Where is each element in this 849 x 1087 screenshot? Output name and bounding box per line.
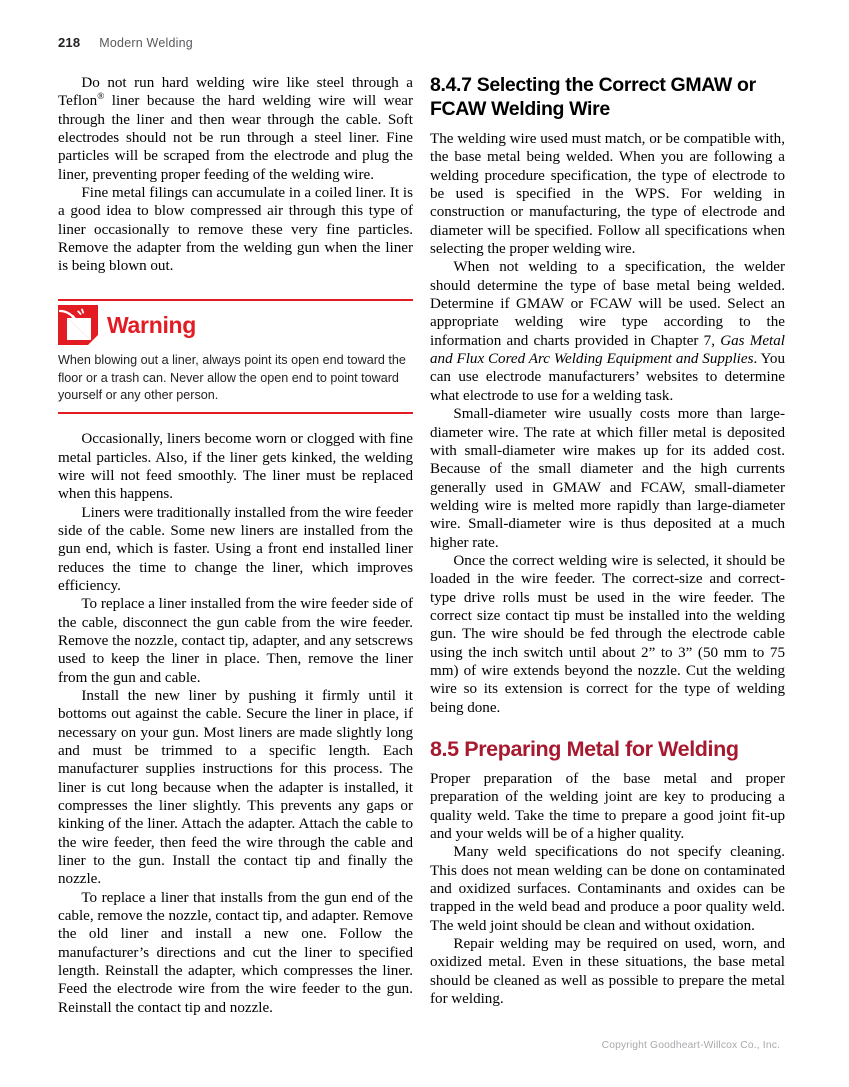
paragraph-text-2: Fine metal filings can accumulate in a coiled liner. It is a good idea to blow compressed air through this type of liner occasionally to remove these very fine particles. Remove the adapter from the welding gun when the liner is being blown out.: [58, 185, 413, 275]
warning-top-rule: [58, 299, 413, 301]
paragraph: [430, 935, 785, 1008]
paragraph: [430, 130, 785, 258]
paragraph-text-4: Liners were traditionally installed from the wire feeder side of the cable. Some new liners are installed from the gun end, which is faster. Using a front end installed liner reduces the time to change the liner, which improves efficiency.: [58, 504, 413, 594]
warning-bottom-rule: [58, 412, 413, 414]
paragraph: [430, 258, 785, 405]
paragraph: [58, 430, 413, 503]
warning-title: Warning: [107, 312, 197, 339]
left-column: [58, 74, 413, 1017]
paragraph-text-5: To replace a liner installed from the wire feeder side of the cable, disconnect the gun cable from the wire feeder. Remove the nozzle, contact tip, adapter, and any setscrews used to keep the liner in place. Then, remove the liner from the gun and cable.: [58, 596, 413, 686]
warning-header: [58, 305, 413, 345]
paragraph-text-12: Proper preparation of the base metal and proper preparation of the welding joint are key to producing a quality weld. Take the time to prepare a good joint fit-up and your welds will be of a higher quality.: [430, 771, 785, 843]
paragraph-text-9: When not welding to a specification, the welder should determine the type of base metal being welded. Determine if GMAW or FCAW will be used. Select an appropriate welding wire type according to the information and charts provided in Chapter 7,: [430, 259, 785, 349]
paragraph-text-6: Install the new liner by pushing it firmly until it bottoms out against the cable. Secure the liner in place, if necessary on your gun. Most liners are made slightly long and must be trimmed to a specific length. Each manufacturer supplies instructions for this process. The liner is cut long because when the adapter is installed, it compresses the liner slightly. This prevents any gaps or kinking of the liner. Attach the adapter. Attach the cable to the wire feeder, then feed the wire through the cable and liner to the gun. Install the contact tip and finally the nozzle.: [58, 687, 413, 888]
warning-callout: [58, 293, 413, 414]
paragraph: [58, 595, 413, 687]
paragraph-text-9-tail: . You can use electrode manufacturers’ websites to determine what electrode to use for a welding task.: [430, 351, 785, 404]
do-not-point-warning-icon: [58, 305, 98, 345]
paragraph-text-3: Occasionally, liners become worn or clogged with fine metal particles. Also, if the liner gets kinked, the welding wire will not feed smoothly. The liner must be replaced when this happens.: [58, 431, 413, 503]
section-heading-8-4-7: 8.4.7 Selecting the Correct GMAW or FCAW Welding Wire: [430, 74, 756, 120]
book-title: Modern Welding: [99, 36, 193, 50]
paragraph: [430, 770, 785, 843]
paragraph-text-10: Small-diameter wire usually costs more than large-diameter wire. The rate at which filler metal is deposited with small-diameter wire makes up for its added cost. Because of the small diameter and the high currents generally used in GMAW and FCAW, small-diameter welding wire is melted more rapidly than large-diameter wire. Small-diameter wire is thus deposited at a much higher rate.: [430, 406, 785, 551]
paragraph-text-7: To replace a liner that installs from the gun end of the cable, remove the nozzle, contact tip, and adapter. Remove the old liner and install a new one. Follow the manufacturer’s directions and cut the liner to specified length. Reinstall the adapter, which compresses the liner. Feed the electrode wire from the wire feeder to the gun. Reinstall the contact tip and nozzle.: [58, 889, 413, 1016]
paragraph: [58, 504, 413, 596]
copyright-notice: Copyright Goodheart-Willcox Co., Inc.: [601, 1040, 780, 1051]
warning-text: When blowing out a liner, always point its open end toward the floor or a trash can. Never allow the open end to point toward yourself or any other person.: [58, 352, 406, 403]
running-head: [58, 35, 193, 50]
paragraph: [58, 889, 413, 1017]
paragraph: [430, 843, 785, 935]
paragraph-text-1: Do not run hard welding wire like steel through a Teflon® liner because the hard welding wire will wear through the liner and then wear through the cable. Soft electrodes should not be run through a steel liner. Fine particles will be scraped from the electrode and plug the liner, preventing proper feeding of the welding wire.: [58, 75, 413, 183]
paragraph: [430, 405, 785, 552]
page-number: 218: [58, 35, 81, 50]
section-heading-8-5: 8.5 Preparing Metal for Welding: [430, 737, 739, 761]
paragraph: [430, 552, 785, 717]
paragraph-text-13: Many weld specifications do not specify cleaning. This does not mean welding can be done on contaminated and oxidized surfaces. Contaminants and oxides can be trapped in the weld bead and produce a poor quality weld. The weld joint should be clean and without oxidation.: [430, 844, 785, 934]
paragraph: [58, 184, 413, 276]
paragraph-text-14: Repair welding may be required on used, worn, and oxidized metal. Even in these situations, the base metal should be cleaned as well as possible to prepare the metal for welding.: [430, 936, 785, 1008]
paragraph: [58, 74, 413, 184]
cited-book-title: Gas Metal and Flux Cored Arc Welding Equipment and Supplies: [430, 332, 785, 368]
paragraph: [58, 687, 413, 889]
paragraph-text-11: Once the correct welding wire is selected, it should be loaded in the wire feeder. The correct-size and correct-type drive rolls must be used in the wire feeder. The correct size contact tip must be installed into the welding gun. The wire should be fed through the electrode cable using the inch switch until about 2” to 3” (50 mm to 75 mm) of wire extends beyond the nozzle. Cut the welding wire so its extension is correct for the type of welding being done.: [430, 552, 785, 716]
right-column: [430, 74, 785, 1008]
paragraph-text-8: The welding wire used must match, or be compatible with, the base metal being welded. When you are following a welding procedure specification, the type of electrode to be used is specified in the WPS. For welding in construction or manufacturing, the type of electrode and diameter will be specified. Follow all specifications when selecting the proper welding wire.: [430, 131, 785, 258]
